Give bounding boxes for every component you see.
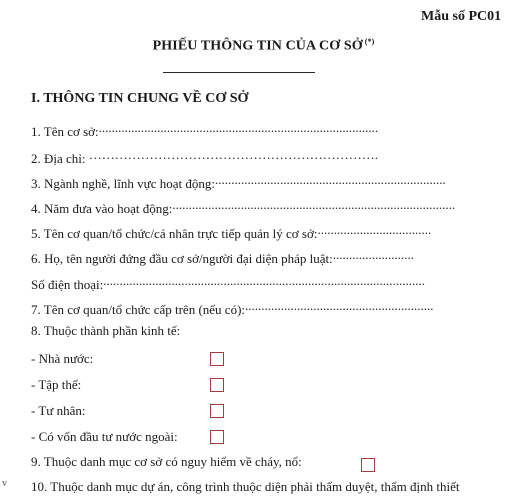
option-state-checkbox[interactable]: [210, 352, 224, 366]
option-private-checkbox[interactable]: [210, 404, 224, 418]
field-managing-body: [31, 221, 445, 242]
fill-line[interactable]: .........................: [332, 247, 414, 262]
field-label: 2. Địa chỉ:: [31, 151, 89, 166]
form-title-note: (*): [364, 37, 375, 46]
field-industry: [31, 171, 458, 192]
field-start-year: [31, 196, 462, 217]
field-facility-name: [31, 119, 434, 140]
option-collective-checkbox[interactable]: [210, 378, 224, 392]
field-label: 7. Tên cơ quan/tổ chức cấp trên (nếu có):: [31, 302, 246, 317]
form-title-text: PHIẾU THÔNG TIN CỦA CƠ SỞ: [152, 38, 363, 54]
fill-line[interactable]: .......................................................................................: [172, 197, 456, 212]
fill-line[interactable]: ...................................................................................................: [103, 273, 425, 288]
margin-mark: v: [2, 478, 7, 489]
fill-line[interactable]: ...................................: [317, 222, 432, 237]
option-foreign-invested-label: - Có vốn đầu tư nước ngoài:: [31, 429, 178, 444]
field-label: 6. Họ, tên người đứng đầu cơ sở/người đại diện pháp luật:: [31, 251, 333, 266]
title-underline: [163, 72, 315, 73]
fire-hazard-label: 9. Thuộc danh mục cơ sở có nguy hiểm về cháy, nổ:: [31, 454, 302, 469]
fill-line[interactable]: ......................................................................................: [98, 120, 379, 135]
field-label: 3. Ngành nghề, lĩnh vực hoạt động:: [31, 176, 215, 191]
field-legal-representative: [31, 246, 446, 267]
form-code: Mẫu số PC01: [421, 9, 502, 24]
fire-hazard-checkbox[interactable]: [361, 458, 375, 472]
option-state-label: - Nhà nước:: [31, 351, 94, 366]
field-label: Số điện thoại:: [31, 277, 104, 292]
fill-line[interactable]: ………………………………………………………….: [88, 147, 379, 162]
field-label: 4. Năm đưa vào hoạt động:: [31, 201, 173, 216]
option-collective-label: - Tập thể:: [31, 377, 82, 392]
project-category-label: 10. Thuộc danh mục dự án, công trình thuộc diện phải thẩm duyệt, thẩm định thiết: [31, 479, 460, 494]
option-private-label: - Tư nhân:: [31, 403, 86, 418]
field-parent-agency: [31, 297, 453, 318]
option-foreign-invested-checkbox[interactable]: [210, 430, 224, 444]
fill-line[interactable]: .......................................................................: [214, 172, 446, 187]
field-address: [31, 146, 414, 167]
fill-line[interactable]: ..........................................................: [245, 298, 434, 313]
field-label: 1. Tên cơ sở:: [31, 124, 99, 139]
section-heading: I. THÔNG TIN CHUNG VỀ CƠ SỞ: [31, 91, 249, 106]
field-phone: [31, 272, 466, 293]
field-label: 5. Tên cơ quan/tổ chức/cá nhân trực tiếp quản lý cơ sở:: [31, 226, 318, 241]
economic-sector-label: 8. Thuộc thành phần kinh tế:: [31, 323, 181, 338]
form-title: [0, 37, 527, 55]
